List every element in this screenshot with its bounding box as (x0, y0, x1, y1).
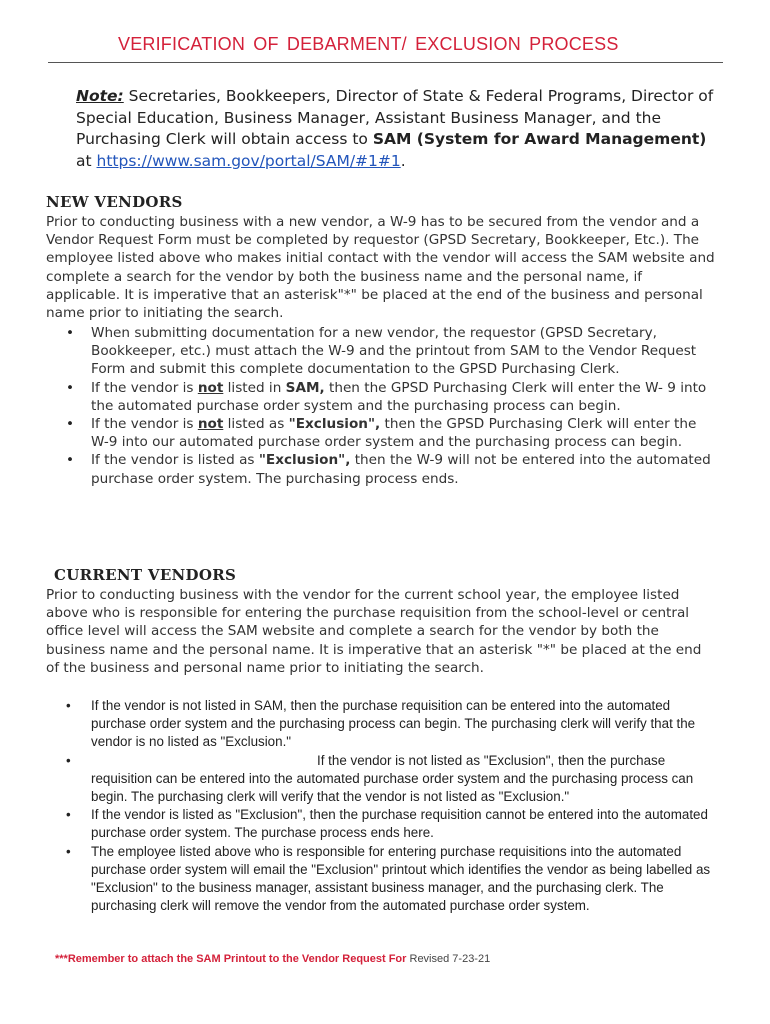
new-vendor-bullet-1: When submitting documentation for a new vendor, the requestor (GPSD Secretary, Bookkeeper, etc.) must attach the W-9 and the printout from SAM to the Vendor Request Form and submit this complete documentation to the GPSD Purchasing Clerk. (91, 325, 697, 378)
current-vendors-list (46, 697, 718, 915)
list-item (46, 806, 718, 842)
list-item (46, 379, 716, 415)
list-item (46, 324, 716, 379)
list-item (46, 752, 718, 807)
new-vendors-paragraph: Prior to conducting business with a new vendor, a W-9 has to be secured from the vendor and a Vendor Request Form must be completed by requestor (GPSD Secretary, Bookkeeper, Etc.). The employee listed above who makes initial contact with the vendor will access the SAM website and complete a search for the vendor by both the business name and the personal name, if applicable. It is imperative that an asterisk"*" be placed at the end of the business and personal name prior to initiating the search. (46, 214, 715, 322)
sam-emphasis: SAM, (285, 379, 325, 396)
bullet-text: listed as (223, 416, 289, 433)
note-text-2: at (76, 151, 97, 170)
document-title: VERIFICATION OF DEBARMENT/ EXCLUSION PROCESS (118, 34, 619, 54)
new-vendors-heading: NEW VENDORS (46, 193, 183, 211)
not-emphasis: not (197, 379, 224, 396)
current-vendor-bullet-4: The employee listed above who is responsible for entering purchase requisitions into the automated purchase order system will email the "Exclusion" printout which identifies the vendor as being labelled as "Exclusion" to the business manager, assistant business manager, and the purchasing clerk. The purchasing clerk will remove the vendor from the automated purchase order system. (91, 843, 711, 914)
new-vendors-list (46, 324, 716, 488)
sam-portal-link[interactable]: https://www.sam.gov/portal/SAM/#1#1 (96, 151, 401, 170)
bullet-text: If the vendor is listed as (91, 452, 259, 469)
current-vendor-bullet-2: If the vendor is not listed as "Exclusion", then the purchase requisition can be entered into the automated purchase order system and the purchasing process can begin. The purchasing clerk will verify that the vendor is not listed as "Exclusion." (91, 752, 694, 805)
title-divider (48, 62, 723, 63)
bullet-text: If the vendor is (91, 379, 198, 396)
list-item (46, 697, 718, 752)
footer (55, 953, 490, 965)
list-item (46, 415, 716, 451)
list-item (46, 843, 718, 916)
current-vendors-paragraph: Prior to conducting business with the vendor for the current school year, the employee listed above who is responsible for entering the purchase requisition from the school-level or central office level will access the SAM website and complete a search for the vendor by both the business name and the personal name. It is imperative that an asterisk "*" be placed at the end of the business and personal name prior to initiating the search. (46, 587, 702, 676)
bullet-text: then the GPSD Purchasing Clerk will enter the W-9 into our automated purchase order system and the purchasing process can begin. (91, 416, 697, 451)
current-vendors-heading: CURRENT VENDORS (54, 566, 237, 584)
bullet-text: then the GPSD Purchasing Clerk will enter the W- 9 into the automated purchase order system and the purchasing process can begin. (91, 379, 707, 414)
current-vendor-bullet-3: If the vendor is listed as "Exclusion", then the purchase requisition cannot be entered into the automated purchase order system. The purchase process ends here. (91, 807, 708, 841)
note-text-1: Secretaries, Bookkeepers, Director of State & Federal Programs, Director of Special Education, Business Manager, Assistant Business Manager, and the Purchasing Clerk will obtain access to (76, 87, 714, 148)
note-label: Note: (76, 87, 124, 105)
note-end: . (400, 151, 406, 170)
list-item (46, 451, 716, 487)
current-vendor-bullet-1: If the vendor is not listed in SAM, then the purchase requisition can be entered into the automated purchase order system and the purchasing process can begin. The purchasing clerk will verify that the vendor is no listed as "Exclusion." (91, 698, 696, 750)
bullet-text: If the vendor is (91, 416, 198, 433)
footer-revised-date: Revised 7-23-21 (406, 953, 491, 965)
note-block (76, 86, 716, 172)
exclusion-emphasis: "Exclusion", (258, 452, 351, 469)
exclusion-emphasis: "Exclusion", (288, 416, 381, 433)
footer-reminder: ***Remember to attach the SAM Printout to the Vendor Request For (55, 953, 407, 965)
not-emphasis: not (197, 416, 224, 433)
bullet-text: then the W-9 will not be entered into the automated purchase order system. The purchasing process ends. (91, 452, 711, 487)
note-sam-name: SAM (System for Award Management) (372, 130, 707, 148)
bullet-text: listed in (223, 379, 286, 396)
